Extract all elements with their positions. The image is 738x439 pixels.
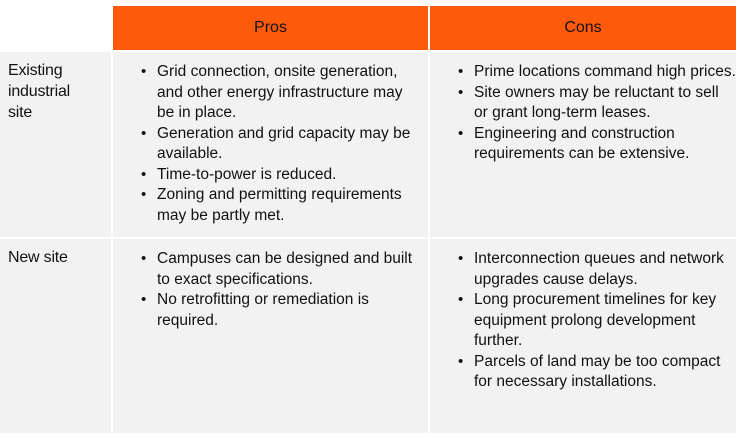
row-label: New site xyxy=(8,249,68,266)
bullet-icon: • xyxy=(458,63,464,80)
list-item-text: Grid connection, onsite generation, and other energy infrastructure may be in place. xyxy=(157,63,403,121)
list-item-text: Time-to-power is reduced. xyxy=(157,165,337,183)
bullet-icon: • xyxy=(141,124,147,142)
list-item xyxy=(456,124,736,165)
list-item xyxy=(456,352,736,393)
bullet-icon: • xyxy=(458,352,464,370)
bullet-icon: • xyxy=(141,250,147,267)
cons-column-header xyxy=(430,6,736,50)
table-row-new-site xyxy=(0,239,738,433)
list-item xyxy=(456,83,736,124)
list-item xyxy=(139,124,419,165)
list-item xyxy=(139,185,419,226)
bullet-icon: • xyxy=(458,291,464,308)
table-header xyxy=(0,6,738,50)
list-item-text: Zoning and permitting requirements may be partly met. xyxy=(157,186,402,224)
list-item xyxy=(456,62,736,83)
pros-list xyxy=(139,249,419,331)
cons-cell xyxy=(430,52,736,237)
pros-cell xyxy=(113,239,428,433)
cons-cell xyxy=(430,239,736,433)
cons-list xyxy=(456,249,736,393)
cons-list xyxy=(456,62,736,165)
list-item xyxy=(139,249,419,290)
list-item-text: Parcels of land may be too compact for necessary installations. xyxy=(474,352,721,390)
list-item-text: Prime locations command high prices. xyxy=(474,63,736,80)
bullet-icon: • xyxy=(458,124,464,142)
bullet-icon: • xyxy=(141,291,147,308)
bullet-icon: • xyxy=(141,63,147,80)
list-item-text: No retrofitting or remediation is required. xyxy=(157,291,369,329)
list-item-text: Site owners may be reluctant to sell or grant long-term leases. xyxy=(474,83,719,121)
pros-list xyxy=(139,62,419,226)
table-row-existing-site xyxy=(0,52,738,237)
row-label-cell xyxy=(0,239,111,433)
row-label-cell xyxy=(0,52,111,237)
list-item xyxy=(139,165,419,186)
list-item-text: Campuses can be designed and built to exact specifications. xyxy=(157,250,413,288)
bullet-icon: • xyxy=(458,250,464,267)
list-item xyxy=(139,62,419,124)
cons-header-label: Cons xyxy=(564,19,602,36)
list-item-text: Engineering and construction requirements can be extensive. xyxy=(474,124,690,162)
list-item xyxy=(456,290,736,352)
pros-column-header xyxy=(113,6,428,50)
row-label: Existing industrial site xyxy=(8,62,71,121)
list-item-text: Long procurement timelines for key equipment prolong development further. xyxy=(474,291,717,349)
list-item xyxy=(139,290,419,331)
list-item-text: Generation and grid capacity may be available. xyxy=(157,124,411,162)
bullet-icon: • xyxy=(141,186,147,203)
bullet-icon: • xyxy=(141,165,147,183)
bullet-icon: • xyxy=(458,83,464,101)
list-item-text: Interconnection queues and network upgrades cause delays. xyxy=(474,250,724,288)
pros-cell xyxy=(113,52,428,237)
list-item xyxy=(456,249,736,290)
pros-header-label: Pros xyxy=(254,19,287,36)
